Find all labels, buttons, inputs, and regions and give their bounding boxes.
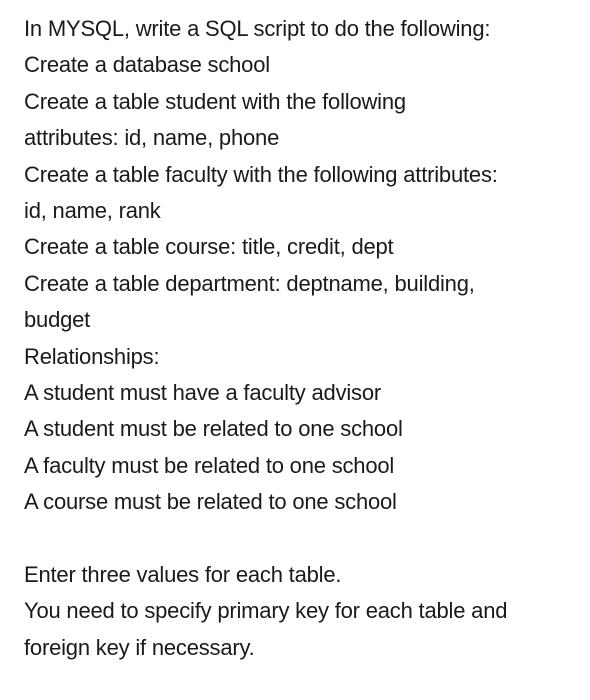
text-line: Enter three values for each table. [24, 561, 342, 587]
text-line: In MYSQL, write a SQL script to do the following: [24, 16, 491, 41]
blank-line [24, 520, 580, 556]
text-line: Create a table faculty with the following attributes: [24, 161, 498, 187]
text-line: id, name, rank [24, 197, 161, 223]
question-text [24, 11, 580, 666]
text-line: Create a database school [24, 52, 270, 78]
text-line: budget [24, 307, 91, 333]
text-line: Relationships: [24, 343, 160, 369]
text-line: You need to specify primary key for each table and [24, 598, 508, 624]
text-line: attributes: id, name, phone [24, 125, 280, 151]
text-line: Create a table department: deptname, building, [24, 270, 475, 296]
text-line: A student must have a faculty advisor [24, 379, 382, 405]
text-line: Create a table course: title, credit, dept [24, 234, 394, 260]
text-line: A faculty must be related to one school [24, 452, 395, 478]
text-line: foreign key if necessary. [24, 634, 255, 660]
text-line: A student must be related to one school [24, 416, 403, 442]
text-line: A course must be related to one school [24, 489, 397, 515]
text-line: Create a table student with the following [24, 88, 406, 114]
